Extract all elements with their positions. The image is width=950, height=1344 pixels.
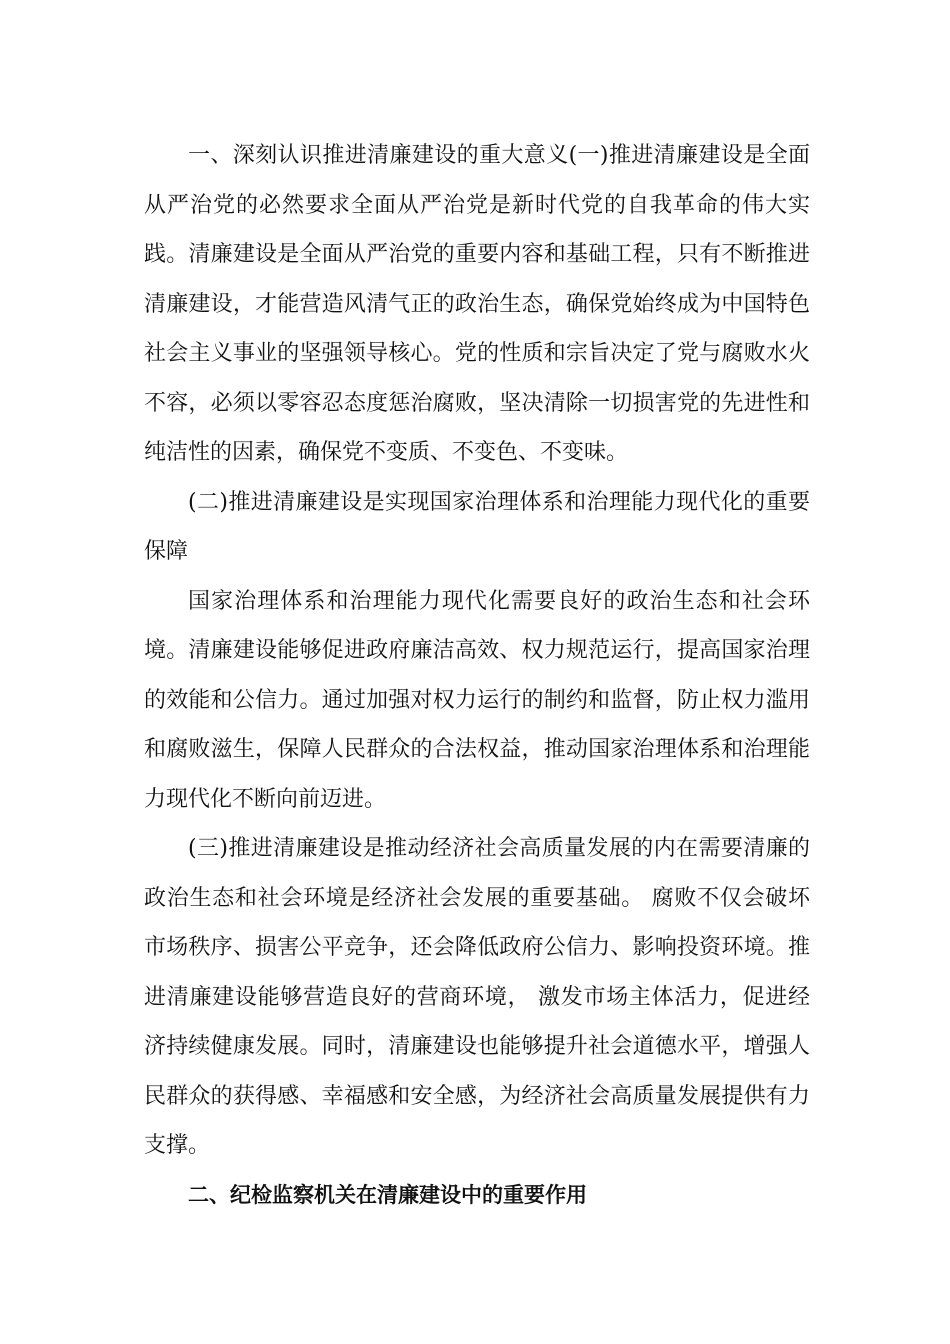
document-body [144, 131, 810, 1220]
paragraph-economy: (三)推进清廉建设是推动经济社会高质量发展的内在需要清廉的政治生态和社会环境是经济社会发展的重要基础。 腐败不仅会破坏市场秩序、损害公平竞争，还会降低政府公信力、影响投资环境。推进清廉建设能够营造良好的营商环境， 激发市场主体活力，促进经济持续健康发展。同时，清廉建设也能够提升社会道德水平，增强人民群众的获得感、幸福感和安全感，为经济社会高质量发展提供有力支撑。 [144, 836, 810, 1158]
section-heading-two: 二、纪检监察机关在清廉建设中的重要作用 [188, 1182, 587, 1207]
paragraph-governance-title: (二)推进清廉建设是实现国家治理体系和治理能力现代化的重要保障 [144, 489, 810, 564]
paragraph-governance: 国家治理体系和治理能力现代化需要良好的政治生态和社会环境。清廉建设能够促进政府廉洁高效、权力规范运行，提高国家治理的效能和公信力。通过加强对权力运行的制约和监督，防止权力滥用和腐败滋生，保障人民群众的合法权益，推动国家治理体系和治理能力现代化不断向前迈进。 [144, 588, 810, 812]
paragraph-significance: 一、深刻认识推进清廉建设的重大意义(一)推进清廉建设是全面从严治党的必然要求全面从严治党是新时代党的自我革命的伟大实践。清廉建设是全面从严治党的重要内容和基础工程，只有不断推进清廉建设，才能营造风清气正的政治生态，确保党始终成为中国特色社会主义事业的坚强领导核心。党的性质和宗旨决定了党与腐败水火不容，必须以零容忍态度惩治腐败，坚决清除一切损害党的先进性和纯洁性的因素，确保党不变质、不变色、不变味。 [144, 143, 810, 465]
